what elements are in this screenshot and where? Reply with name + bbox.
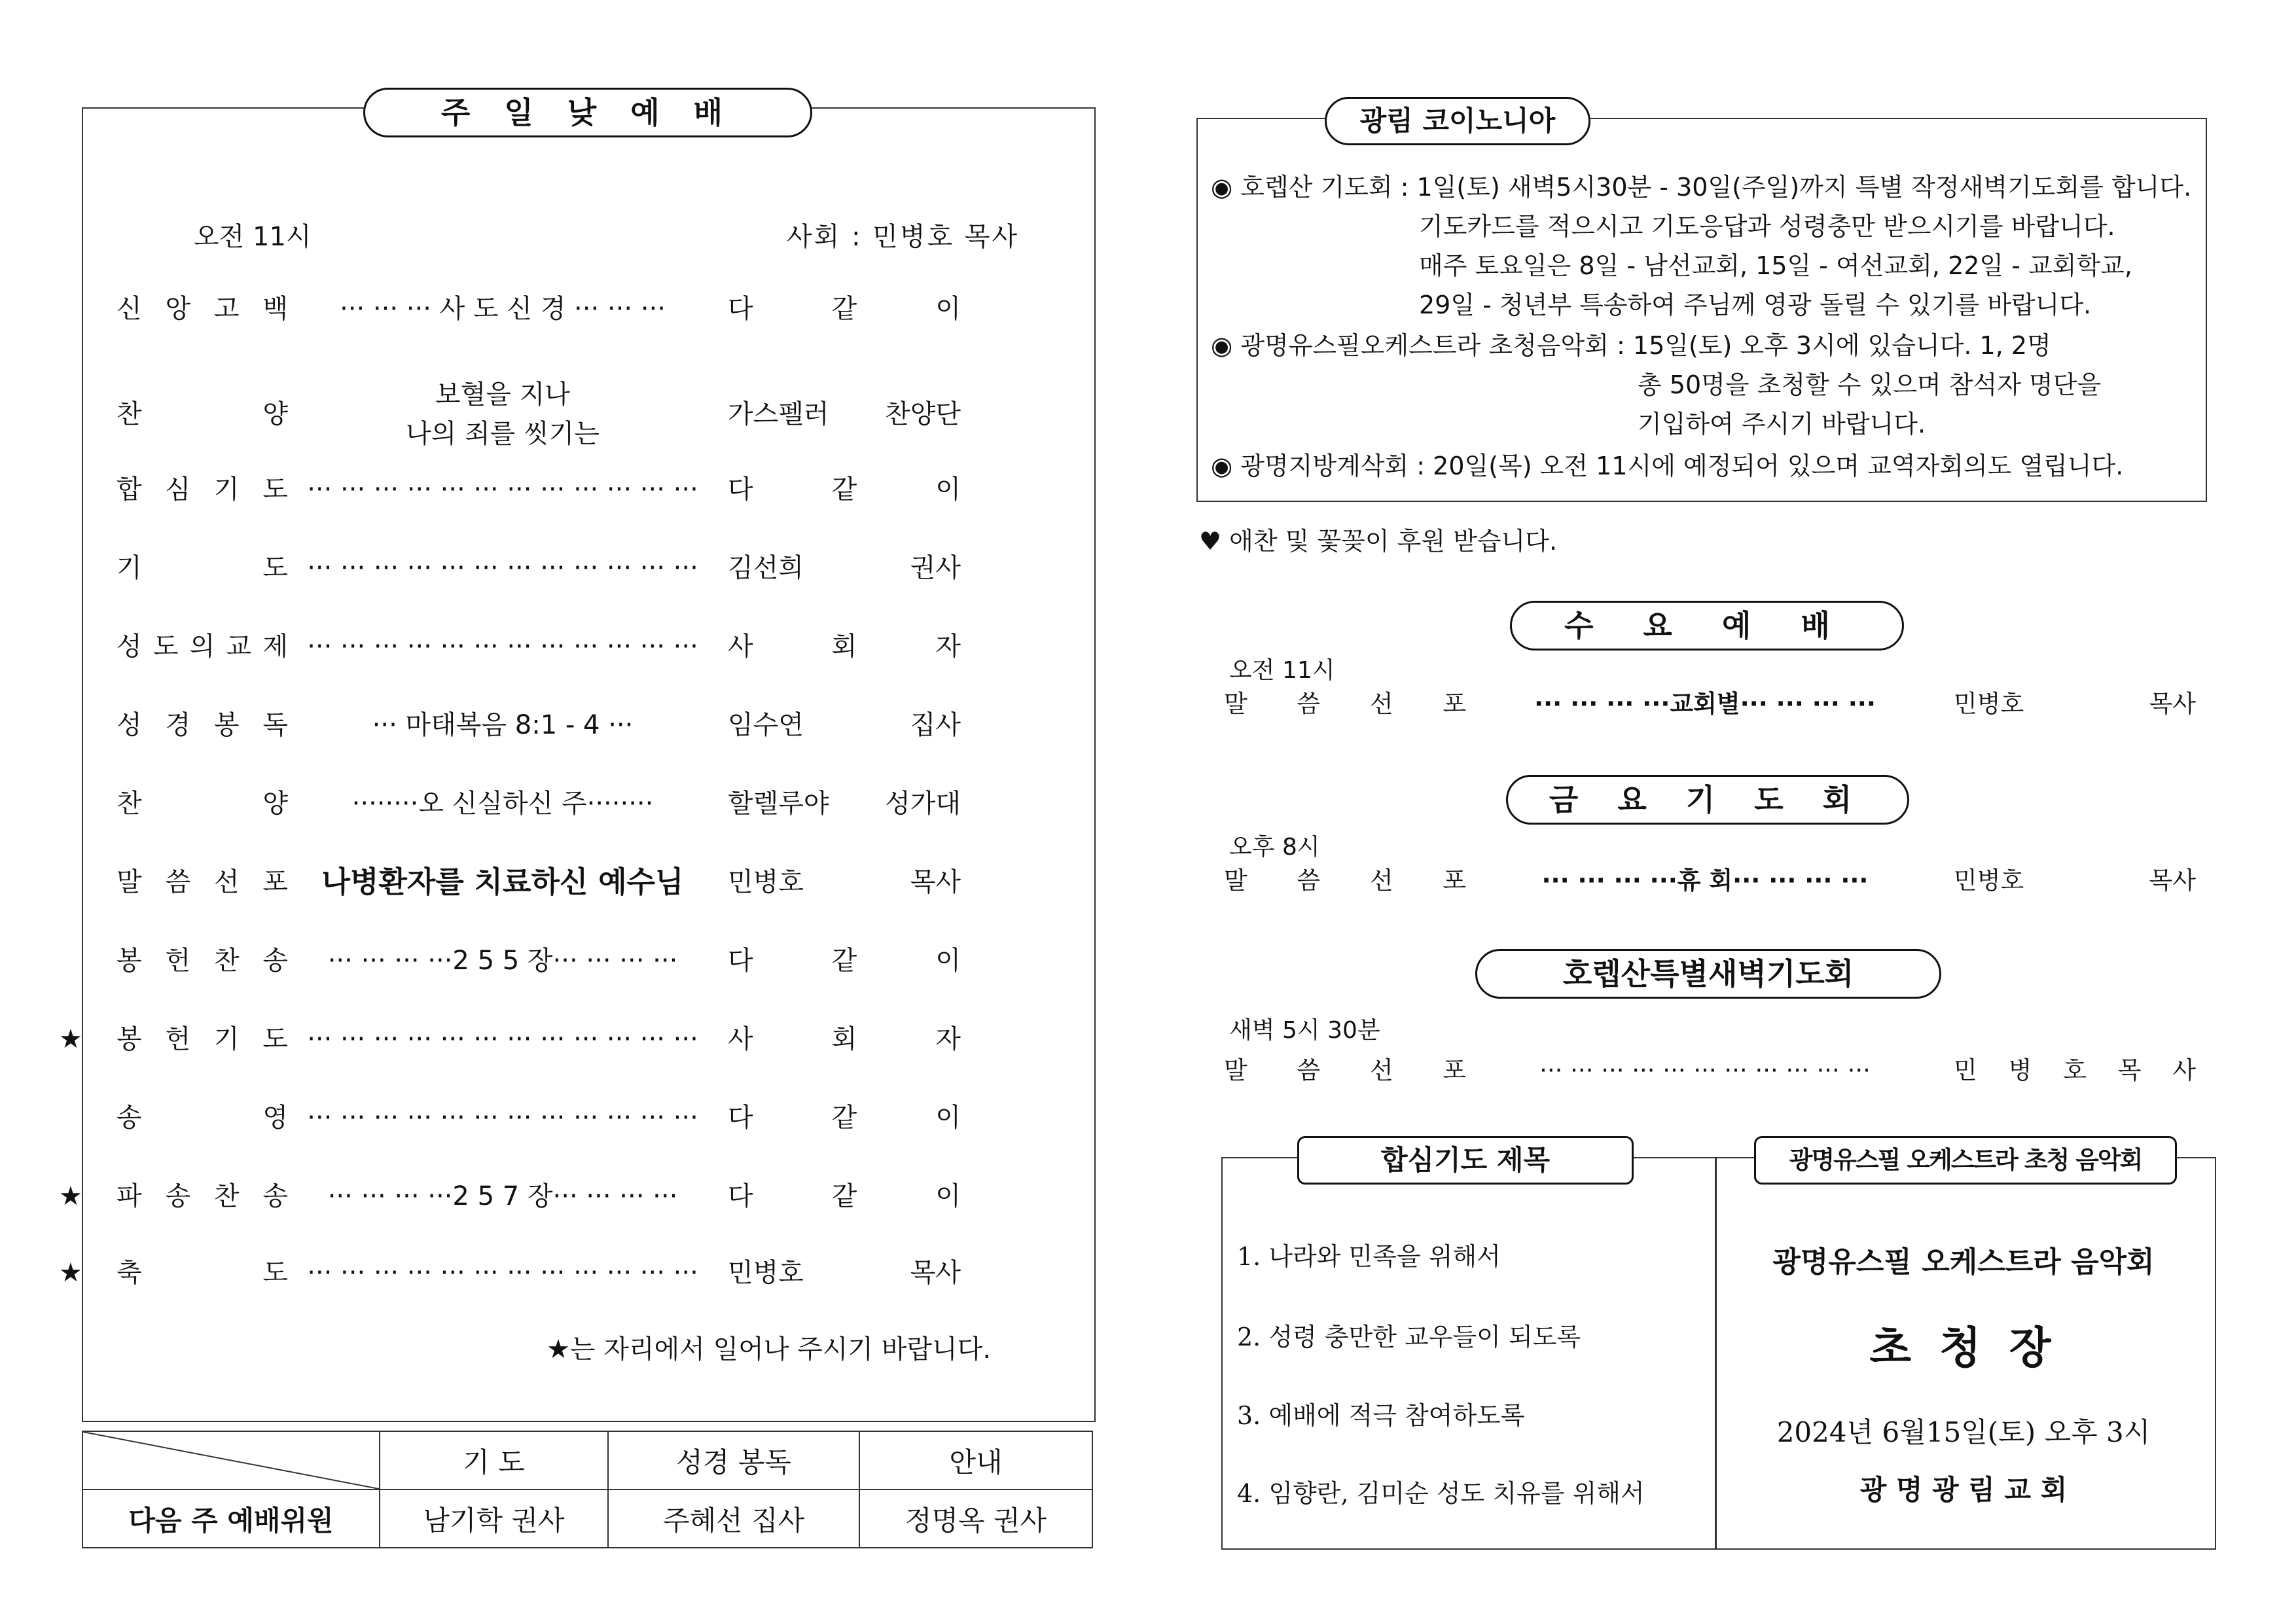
worship-item-label: 송 영: [117, 1103, 288, 1133]
standing-star-icon: ★: [59, 1258, 82, 1288]
next-week-usher: 정명옥 권사: [859, 1489, 1092, 1548]
worship-row: [0, 1247, 1021, 1299]
header-prayer: 기 도: [380, 1431, 608, 1489]
worship-item-detail: ··· ··· ··· ··· ··· ··· ··· ··· ··· ··· ··· ···: [307, 1258, 698, 1288]
horeb-sermon-row: [0, 1051, 2296, 1090]
worship-item-label: 기 도: [117, 553, 288, 583]
worship-row: [0, 620, 1021, 673]
row-label: 다음 주 예배위원: [82, 1489, 380, 1548]
horeb-preacher: 민 병 호 목 사: [1954, 1056, 2196, 1084]
worship-item-leader: 할렐루야 성가대: [728, 789, 961, 819]
wednesday-preacher: 민병호 목사: [1954, 690, 2196, 718]
worship-item-detail: ··· ··· ··· ···2 5 7 장··· ··· ··· ···: [327, 1181, 678, 1211]
sunday-service-leader: 사회 : 민병호 목사: [787, 222, 1020, 252]
friday-preacher: 민병호 목사: [1954, 866, 2196, 895]
friday-sermon-title: ··· ··· ··· ···휴 회··· ··· ··· ···: [1541, 866, 1869, 895]
worship-row: [0, 542, 1021, 594]
worship-item-leader: 사 회 자: [728, 1024, 961, 1054]
worship-item-detail: ········오 신실하신 주········: [351, 789, 654, 819]
horeb-sermon-label: 말 씀 선 포: [1224, 1056, 1466, 1084]
worship-item-leader: 민병호 목사: [728, 1258, 961, 1288]
worship-row: [0, 283, 1021, 335]
wednesday-service-title: 수 요 예 배: [1510, 601, 1904, 651]
worship-item-leader: 다 같 이: [728, 474, 961, 505]
worship-item-label: 성 도 의 교 제: [117, 632, 288, 662]
worship-item-leader: 다 같 이: [728, 1103, 961, 1133]
wednesday-sermon-label: 말 씀 선 포: [1224, 690, 1466, 718]
flower-support-note: ♥ 애찬 및 꽃꽂이 후원 받습니다.: [1199, 527, 1558, 556]
worship-item-label: 성 경 봉 독: [117, 710, 288, 740]
worship-row: [0, 935, 1021, 987]
koinonia-title: 광림 코이노니아: [1325, 97, 1590, 145]
friday-sermon-label: 말 씀 선 포: [1224, 866, 1466, 895]
prayer-topic-4: 4. 임향란, 김미순 성도 치유를 위해서: [1237, 1479, 1645, 1508]
next-week-servers-table: [82, 1431, 1093, 1548]
header-usher: 안내: [859, 1431, 1092, 1489]
worship-item-label: 축 도: [117, 1258, 288, 1288]
worship-item-detail: ··· ··· ··· 사 도 신 경 ··· ··· ···: [340, 294, 666, 324]
wednesday-sermon-title: ··· ··· ··· ···교회별··· ··· ··· ···: [1534, 690, 1876, 718]
sunday-service-title: 주 일 낮 예 배: [363, 88, 812, 137]
worship-item-leader: 다 같 이: [728, 1181, 961, 1211]
worship-item-detail: 나병환자를 치료하신 예수님: [321, 865, 684, 899]
church-name: 광 명 광 림 교 회: [1859, 1474, 2068, 1506]
worship-item-leader: 민병호 목사: [728, 867, 961, 897]
worship-item-leader: 사 회 자: [728, 632, 961, 662]
detail-line-1: 보혈을 지나: [435, 380, 570, 410]
worship-item-label: 파 송 찬 송: [117, 1181, 288, 1211]
koinonia-line-6: 총 50명을 초청할 수 있으며 참석자 명단을: [1638, 370, 2102, 399]
concert-title: 광명유스필 오케스트라 초청 음악회: [1754, 1136, 2177, 1185]
worship-item-leader: 다 같 이: [728, 294, 961, 324]
worship-item-detail: ··· ··· ··· ··· ··· ··· ··· ··· ··· ··· ··· ···: [307, 553, 698, 583]
worship-row: [0, 1092, 1021, 1144]
worship-item-leader: 임수연 집사: [728, 710, 961, 740]
koinonia-line-3: 매주 토요일은 8일 - 남선교회, 15일 - 여선교회, 22일 - 교회학교,: [1419, 251, 2132, 280]
koinonia-line-5: ◉ 광명유스필오케스트라 초청음악회 : 15일(토) 오후 3시에 있습니다. 1, 2명: [1211, 331, 2051, 360]
horeb-sermon-dots: ··· ··· ··· ··· ··· ··· ··· ··· ··· ··· ···: [1539, 1056, 1871, 1084]
horeb-time: 새벽 5시 30분: [1229, 1017, 1380, 1044]
standing-note: ★는 자리에서 일어나 주시기 바랍니다.: [547, 1334, 992, 1364]
invitation-heading: 초 청 장: [1869, 1322, 2058, 1373]
standing-star-icon: ★: [59, 1024, 82, 1054]
header-scripture-reading: 성경 봉독: [608, 1431, 859, 1489]
worship-item-detail: ··· ··· ··· ··· ··· ··· ··· ··· ··· ··· ··· ···: [307, 1024, 698, 1054]
worship-item-detail: ··· ··· ··· ··· ··· ··· ··· ··· ··· ··· ··· ···: [307, 1103, 698, 1133]
worship-item-detail: [302, 375, 703, 454]
prayer-topic-1: 1. 나라와 민족을 위해서: [1237, 1242, 1501, 1271]
worship-item-label: 말 씀 선 포: [117, 867, 288, 897]
prayer-topic-2: 2. 성령 충만한 교우들이 되도록: [1237, 1323, 1581, 1351]
concert-name: 광명유스필 오케스트라 음악회: [1772, 1245, 2155, 1279]
koinonia-line-8: ◉ 광명지방계삭회 : 20일(목) 오전 11시에 예정되어 있으며 교역자회의도 열립니다.: [1211, 452, 2124, 480]
worship-item-leader: 다 같 이: [728, 946, 961, 976]
worship-item-label: 찬 양: [117, 399, 288, 429]
friday-sermon-row: [0, 861, 2296, 901]
koinonia-line-2: 기도카드를 적으시고 기도응답과 성령충만 받으시기를 바랍니다.: [1419, 212, 2115, 241]
worship-item-label: 신 앙 고 백: [117, 294, 288, 324]
worship-row: [0, 375, 1021, 454]
friday-prayer-title: 금 요 기 도 회: [1506, 775, 1909, 825]
wednesday-sermon-row: [0, 685, 2296, 724]
worship-item-leader: 가스펠러 찬양단: [728, 399, 961, 429]
friday-time: 오후 8시: [1229, 834, 1320, 861]
worship-item-label: 찬 양: [117, 789, 288, 819]
next-week-prayer: 남기학 권사: [380, 1489, 608, 1548]
worship-item-label: 봉 헌 찬 송: [117, 946, 288, 976]
worship-item-detail: ··· 마태복음 8:1 - 4 ···: [372, 710, 634, 740]
sunday-service-time: 오전 11시: [194, 222, 312, 252]
koinonia-line-1: ◉ 호렙산 기도회 : 1일(토) 새벽5시30분 - 30일(주일)까지 특별 작정새벽기도회를 합니다.: [1211, 173, 2192, 202]
worship-item-label: 합 심 기 도: [117, 474, 288, 505]
prayer-topics-title: 합심기도 제목: [1297, 1136, 1634, 1185]
worship-item-detail: ··· ··· ··· ··· ··· ··· ··· ··· ··· ··· ··· ···: [307, 632, 698, 662]
horeb-dawn-prayer-title: 호렙산특별새벽기도회: [1475, 949, 1941, 999]
table-corner-diagonal: [82, 1431, 380, 1489]
detail-line-2: 나의 죄를 씻기는: [406, 419, 600, 449]
wednesday-time: 오전 11시: [1229, 657, 1335, 684]
worship-row: [0, 1170, 1021, 1222]
concert-date: 2024년 6월15일(토) 오후 3시: [1776, 1416, 2151, 1448]
worship-row: [0, 463, 1021, 516]
worship-item-leader: 김선희 권사: [728, 553, 961, 583]
standing-star-icon: ★: [59, 1181, 82, 1211]
worship-item-detail: ··· ··· ··· ···2 5 5 장··· ··· ··· ···: [327, 946, 678, 976]
worship-row: [0, 777, 1021, 830]
worship-item-label: 봉 헌 기 도: [117, 1024, 288, 1054]
next-week-scripture: 주혜선 집사: [608, 1489, 859, 1548]
worship-item-detail: ··· ··· ··· ··· ··· ··· ··· ··· ··· ··· ··· ···: [307, 474, 698, 505]
prayer-topic-3: 3. 예배에 적극 참여하도록: [1237, 1401, 1525, 1430]
koinonia-line-7: 기입하여 주시기 바랍니다.: [1638, 410, 1926, 438]
koinonia-line-4: 29일 - 청년부 특송하여 주님께 영광 돌릴 수 있기를 바랍니다.: [1419, 291, 2092, 319]
